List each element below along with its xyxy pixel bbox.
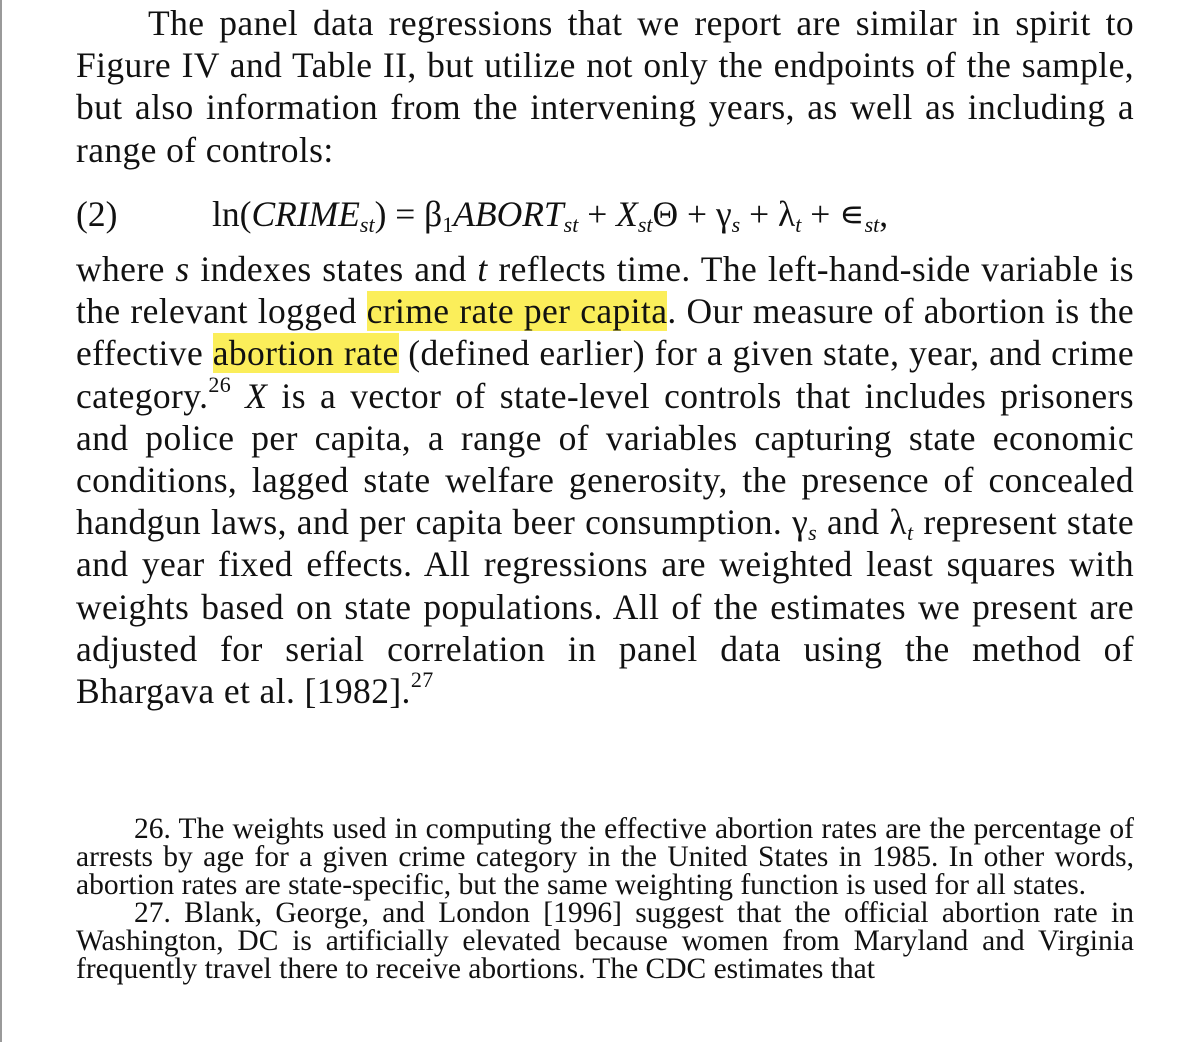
paragraph-intro: The panel data regressions that we report are similar in spirit to Figure IV and Table II, but utilize not only the endpoints of the sample, but also information from the intervening years, as well as including a range of controls: (76, 3, 1134, 170)
footnote-27: 27. Blank, George, and London [1996] suggest that the official abortion rate in Washington, DC is artificially elevated because women from Maryland and Virginia frequently travel there to receive abortions. The CDC estimates that (76, 897, 1134, 985)
footnotes (76, 815, 1134, 983)
footnote-26: 26. The weights used in computing the effective abortion rates are the percentage of arrests by age for a given crime category in the United States in 1985. In other words, abortion rates are state-specific, but the same weighting function is used for all states. (76, 813, 1134, 901)
footnote-ref-27: 27 (410, 667, 434, 693)
paragraph-main: where s indexes states and t reflects time. The left-hand-side variable is the relevant logged crime rate per capita. Our measure of abortion is the effective abortion rate (defined earlier) for a given state, year, and crime category.$^{26}$ X is a vector of state-level controls that includes prisoners and police per capita, a range of variables capturing state economic conditions, lagged state welfare generosity, the presence of concealed handgun laws, and per capita beer consumption. $\gamma_s$ and $\lambda_t$ represent state and year fixed effects. All regressions are weighted least squares with weights based on state populations. All of the estimates we present are adjusted for serial correlation in panel data using the method of Bhargava et al. [1982].$^{27}$ (76, 249, 1134, 712)
equation-number: (2) (76, 194, 118, 234)
footnote-ref-26: 26 (208, 371, 232, 397)
equation-body: $\ln(CRIME_{st})$ = $\beta_1ABORT_{st} + X_{st}\Theta + \gamma_s + \lambda_t$ + $∊_{st}$, (212, 194, 889, 237)
equation-2 (76, 192, 1134, 240)
highlight-crime-rate: crime rate per capita (366, 291, 668, 332)
highlight-abortion-rate: abortion rate (212, 333, 399, 374)
